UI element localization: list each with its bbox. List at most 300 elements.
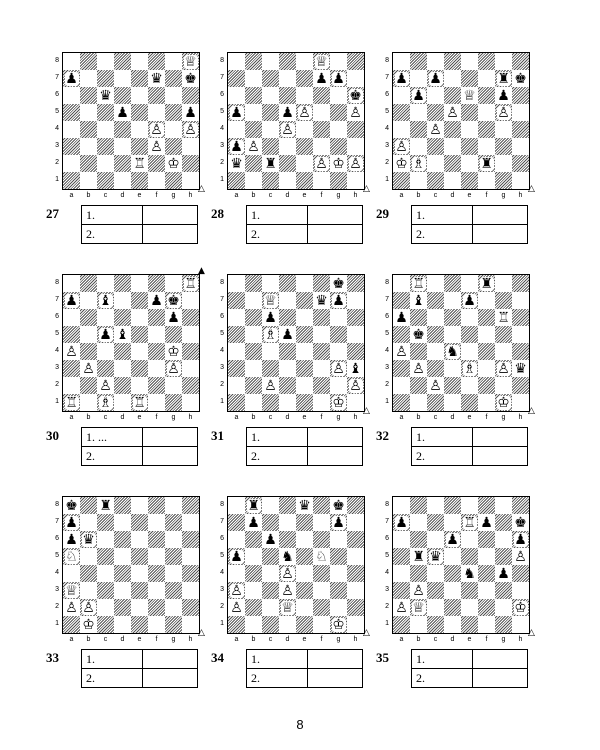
move-cell-1[interactable]: 2. <box>412 225 473 244</box>
square-b6 <box>410 87 427 104</box>
square-d7 <box>114 292 131 309</box>
move-cell-2[interactable] <box>308 669 363 688</box>
square-b8 <box>245 497 262 514</box>
square-e7 <box>131 292 148 309</box>
square-c8 <box>262 53 279 70</box>
square-f4 <box>313 343 330 360</box>
move-cell-1[interactable]: 1. <box>412 428 473 447</box>
black-queen-icon: ♛ <box>298 497 311 514</box>
square-g7 <box>495 70 512 87</box>
rank-label: 3 <box>220 142 224 149</box>
answer-row <box>247 225 363 244</box>
square-b8 <box>80 275 97 292</box>
square-c3 <box>262 138 279 155</box>
square-d3 <box>279 360 296 377</box>
white-pawn-icon: ♙ <box>514 548 527 565</box>
square-e7 <box>131 514 148 531</box>
square-d8 <box>279 497 296 514</box>
rank-label: 5 <box>55 108 59 115</box>
square-b4 <box>410 343 427 360</box>
white-pawn-icon: ♙ <box>429 377 442 394</box>
white-pawn-icon: ♙ <box>349 155 362 172</box>
square-d1 <box>114 394 131 411</box>
square-b8 <box>245 275 262 292</box>
move-cell-2[interactable] <box>473 428 528 447</box>
square-f5 <box>313 326 330 343</box>
square-g7 <box>495 292 512 309</box>
move-cell-2[interactable] <box>308 447 363 466</box>
move-cell-2[interactable] <box>143 206 198 225</box>
square-f1 <box>313 394 330 411</box>
chess-diagram-27 <box>46 46 205 241</box>
square-h4 <box>512 565 529 582</box>
file-label: g <box>171 414 176 421</box>
square-e4 <box>461 565 478 582</box>
rank-label: 5 <box>55 552 59 559</box>
answer-row <box>412 447 528 466</box>
square-e5 <box>461 326 478 343</box>
square-b6 <box>80 87 97 104</box>
square-c7 <box>97 292 114 309</box>
black-king-icon: ♚ <box>65 497 78 514</box>
rank-label: 8 <box>385 57 389 64</box>
black-to-move-icon: ▲ <box>198 266 205 276</box>
square-a7 <box>228 514 245 531</box>
move-cell-1[interactable]: 1. <box>412 206 473 225</box>
square-a1 <box>393 616 410 633</box>
rank-label: 8 <box>385 279 389 286</box>
rank-label: 5 <box>385 552 389 559</box>
move-cell-2[interactable] <box>308 206 363 225</box>
square-g2 <box>165 377 182 394</box>
square-c3 <box>427 582 444 599</box>
rank-label: 4 <box>55 347 59 354</box>
square-c1 <box>427 616 444 633</box>
square-c6 <box>97 87 114 104</box>
square-b3 <box>80 582 97 599</box>
rank-label: 6 <box>385 91 389 98</box>
square-c1 <box>427 394 444 411</box>
file-label: g <box>501 414 506 421</box>
black-pawn-icon: ♟ <box>116 104 129 121</box>
rank-label: 6 <box>55 535 59 542</box>
square-h6 <box>182 309 199 326</box>
move-cell-1[interactable]: 1. ... <box>82 428 143 447</box>
square-a3 <box>228 138 245 155</box>
square-e1 <box>461 172 478 189</box>
square-a8 <box>228 275 245 292</box>
square-a7 <box>228 292 245 309</box>
square-g2 <box>165 599 182 616</box>
move-cell-2[interactable] <box>473 669 528 688</box>
white-to-move-icon: △ <box>363 184 370 194</box>
square-e6 <box>296 531 313 548</box>
square-a3 <box>228 360 245 377</box>
rank-label: 7 <box>220 74 224 81</box>
rank-label: 1 <box>385 620 389 627</box>
square-f7 <box>478 70 495 87</box>
chess-board <box>62 274 200 412</box>
file-label: a <box>69 414 74 421</box>
move-cell-1[interactable]: 1. <box>247 650 308 669</box>
square-e1 <box>131 172 148 189</box>
black-pawn-icon: ♟ <box>167 309 180 326</box>
square-c7 <box>97 514 114 531</box>
black-knight-icon: ♞ <box>446 343 459 360</box>
rank-label: 4 <box>385 569 389 576</box>
square-e4 <box>131 343 148 360</box>
square-h8 <box>512 275 529 292</box>
square-d4 <box>279 343 296 360</box>
rank-label: 6 <box>55 91 59 98</box>
square-h4 <box>347 121 364 138</box>
black-pawn-icon: ♟ <box>395 70 408 87</box>
rank-label: 3 <box>220 586 224 593</box>
file-label: d <box>450 192 455 199</box>
square-c6 <box>262 87 279 104</box>
square-e4 <box>131 121 148 138</box>
white-rook-icon: ♖ <box>497 309 510 326</box>
black-pawn-icon: ♟ <box>65 70 78 87</box>
square-d8 <box>114 53 131 70</box>
white-to-move-icon: △ <box>528 406 535 416</box>
square-c5 <box>97 104 114 121</box>
square-h1 <box>512 394 529 411</box>
rank-label: 8 <box>220 57 224 64</box>
move-cell-2[interactable] <box>473 206 528 225</box>
square-g6 <box>165 87 182 104</box>
square-f2 <box>478 155 495 172</box>
square-f4 <box>478 121 495 138</box>
square-b8 <box>80 53 97 70</box>
move-cell-1[interactable]: 1. <box>247 428 308 447</box>
square-c3 <box>97 360 114 377</box>
black-king-icon: ♚ <box>332 497 345 514</box>
square-e8 <box>461 497 478 514</box>
square-c2 <box>97 377 114 394</box>
square-g5 <box>495 548 512 565</box>
square-b2 <box>245 599 262 616</box>
square-g3 <box>495 582 512 599</box>
answer-table <box>81 205 198 244</box>
square-d6 <box>279 309 296 326</box>
square-g8 <box>330 497 347 514</box>
square-b8 <box>410 497 427 514</box>
white-pawn-icon: ♙ <box>150 121 163 138</box>
file-label: e <box>467 192 472 199</box>
rank-label: 3 <box>385 364 389 371</box>
square-b5 <box>80 104 97 121</box>
square-b5 <box>245 548 262 565</box>
rank-label: 4 <box>220 125 224 132</box>
square-c6 <box>427 531 444 548</box>
black-pawn-icon: ♟ <box>230 138 243 155</box>
square-d2 <box>444 155 461 172</box>
move-cell-1[interactable]: 2. <box>82 447 143 466</box>
square-h2 <box>347 599 364 616</box>
rank-label: 1 <box>385 398 389 405</box>
square-e8 <box>461 53 478 70</box>
file-label: d <box>450 414 455 421</box>
move-cell-2[interactable] <box>143 447 198 466</box>
white-bishop-icon: ♗ <box>463 360 476 377</box>
file-label: f <box>155 636 158 643</box>
square-c3 <box>97 138 114 155</box>
square-d5 <box>114 326 131 343</box>
square-f2 <box>313 377 330 394</box>
square-g3 <box>330 138 347 155</box>
square-d3 <box>444 138 461 155</box>
file-label: f <box>155 414 158 421</box>
square-f1 <box>478 616 495 633</box>
square-b7 <box>80 70 97 87</box>
square-b6 <box>245 309 262 326</box>
square-d3 <box>444 582 461 599</box>
square-e8 <box>131 275 148 292</box>
answer-table <box>411 649 528 688</box>
rank-label: 7 <box>220 296 224 303</box>
square-g6 <box>495 309 512 326</box>
square-d7 <box>279 70 296 87</box>
square-d2 <box>279 599 296 616</box>
square-b6 <box>245 87 262 104</box>
black-pawn-icon: ♟ <box>230 548 243 565</box>
answer-row <box>82 650 198 669</box>
rank-label: 7 <box>385 296 389 303</box>
answer-row <box>412 206 528 225</box>
white-queen-icon: ♕ <box>264 292 277 309</box>
square-c1 <box>97 172 114 189</box>
square-b7 <box>245 292 262 309</box>
square-f7 <box>313 292 330 309</box>
white-pawn-icon: ♙ <box>150 138 163 155</box>
white-pawn-icon: ♙ <box>82 360 95 377</box>
square-h8 <box>512 53 529 70</box>
square-b6 <box>245 531 262 548</box>
file-label: h <box>188 414 193 421</box>
square-g4 <box>330 343 347 360</box>
move-cell-1[interactable]: 1. <box>412 650 473 669</box>
white-pawn-icon: ♙ <box>230 599 243 616</box>
square-d3 <box>279 582 296 599</box>
square-f7 <box>148 70 165 87</box>
square-g5 <box>330 326 347 343</box>
square-a5 <box>63 104 80 121</box>
square-f4 <box>148 121 165 138</box>
move-cell-2[interactable] <box>473 650 528 669</box>
move-cell-1[interactable]: 2. <box>247 225 308 244</box>
black-pawn-icon: ♟ <box>264 531 277 548</box>
move-cell-2[interactable] <box>308 650 363 669</box>
square-c7 <box>262 514 279 531</box>
black-king-icon: ♚ <box>514 514 527 531</box>
white-pawn-icon: ♙ <box>395 138 408 155</box>
square-a1 <box>63 394 80 411</box>
file-label: c <box>103 414 108 421</box>
square-g4 <box>495 565 512 582</box>
square-g2 <box>330 599 347 616</box>
square-e4 <box>296 121 313 138</box>
rank-label: 8 <box>385 501 389 508</box>
move-cell-2[interactable] <box>143 669 198 688</box>
square-h2 <box>512 599 529 616</box>
square-a6 <box>393 309 410 326</box>
square-f3 <box>148 138 165 155</box>
move-cell-2[interactable] <box>143 650 198 669</box>
chess-board <box>227 496 365 634</box>
square-h3 <box>512 360 529 377</box>
square-a2 <box>228 155 245 172</box>
white-pawn-icon: ♙ <box>429 121 442 138</box>
move-cell-2[interactable] <box>473 225 528 244</box>
square-h4 <box>182 343 199 360</box>
square-g7 <box>330 514 347 531</box>
square-b1 <box>410 394 427 411</box>
square-e7 <box>131 70 148 87</box>
file-label: c <box>103 636 108 643</box>
rank-label: 7 <box>55 296 59 303</box>
square-e4 <box>461 343 478 360</box>
black-pawn-icon: ♟ <box>514 531 527 548</box>
square-g7 <box>165 70 182 87</box>
move-cell-1[interactable]: 1. <box>82 206 143 225</box>
rank-label: 2 <box>220 159 224 166</box>
rank-label: 1 <box>55 176 59 183</box>
square-d6 <box>444 309 461 326</box>
diagram-number: 34 <box>211 650 224 665</box>
square-b6 <box>80 309 97 326</box>
black-pawn-icon: ♟ <box>332 70 345 87</box>
square-h1 <box>347 616 364 633</box>
square-e7 <box>296 70 313 87</box>
square-e2 <box>461 377 478 394</box>
square-e8 <box>131 497 148 514</box>
square-a8 <box>393 497 410 514</box>
square-d4 <box>114 121 131 138</box>
square-a5 <box>228 104 245 121</box>
white-king-icon: ♔ <box>395 155 408 172</box>
square-c3 <box>427 138 444 155</box>
square-e8 <box>296 497 313 514</box>
file-label: d <box>120 414 125 421</box>
black-pawn-icon: ♟ <box>65 531 78 548</box>
move-cell-1[interactable]: 2. <box>412 447 473 466</box>
white-king-icon: ♔ <box>167 155 180 172</box>
black-pawn-icon: ♟ <box>412 87 425 104</box>
square-g1 <box>165 394 182 411</box>
square-e4 <box>461 121 478 138</box>
file-label: a <box>69 192 74 199</box>
rank-label: 6 <box>55 313 59 320</box>
move-cell-1[interactable]: 2. <box>247 447 308 466</box>
move-cell-2[interactable] <box>143 225 198 244</box>
square-b3 <box>245 138 262 155</box>
diagram-number: 35 <box>376 650 389 665</box>
square-g8 <box>165 275 182 292</box>
square-a3 <box>393 360 410 377</box>
move-cell-1[interactable]: 2. <box>412 669 473 688</box>
square-h4 <box>347 565 364 582</box>
square-c2 <box>97 155 114 172</box>
move-cell-2[interactable] <box>473 447 528 466</box>
square-d6 <box>444 87 461 104</box>
rank-label: 8 <box>55 501 59 508</box>
square-g3 <box>495 138 512 155</box>
rank-label: 2 <box>220 603 224 610</box>
square-d8 <box>444 497 461 514</box>
square-a1 <box>228 616 245 633</box>
square-g3 <box>165 582 182 599</box>
move-cell-1[interactable]: 1. <box>247 206 308 225</box>
white-pawn-icon: ♙ <box>349 377 362 394</box>
black-king-icon: ♚ <box>184 70 197 87</box>
square-a8 <box>63 497 80 514</box>
file-label: b <box>86 636 91 643</box>
square-a8 <box>228 497 245 514</box>
square-g6 <box>165 309 182 326</box>
square-f5 <box>478 104 495 121</box>
square-c4 <box>97 565 114 582</box>
diagram-number: 27 <box>46 206 59 221</box>
square-f2 <box>148 599 165 616</box>
move-cell-2[interactable] <box>143 428 198 447</box>
square-a8 <box>393 53 410 70</box>
white-pawn-icon: ♙ <box>395 599 408 616</box>
chess-diagram-28 <box>211 46 370 241</box>
square-c8 <box>97 275 114 292</box>
square-f2 <box>313 599 330 616</box>
square-a8 <box>393 275 410 292</box>
square-f7 <box>313 70 330 87</box>
square-g1 <box>330 394 347 411</box>
white-pawn-icon: ♙ <box>281 565 294 582</box>
square-f3 <box>313 360 330 377</box>
rank-label: 2 <box>385 381 389 388</box>
square-c6 <box>427 309 444 326</box>
move-cell-2[interactable] <box>308 428 363 447</box>
white-pawn-icon: ♙ <box>332 360 345 377</box>
square-a5 <box>228 548 245 565</box>
square-b1 <box>245 394 262 411</box>
white-pawn-icon: ♙ <box>247 138 260 155</box>
move-cell-2[interactable] <box>308 225 363 244</box>
square-f6 <box>478 531 495 548</box>
move-cell-1[interactable]: 2. <box>82 669 143 688</box>
move-cell-1[interactable]: 1. <box>82 650 143 669</box>
square-a1 <box>228 394 245 411</box>
square-h3 <box>182 582 199 599</box>
rank-label: 1 <box>220 176 224 183</box>
square-e1 <box>461 394 478 411</box>
white-bishop-icon: ♗ <box>412 155 425 172</box>
square-b7 <box>245 514 262 531</box>
square-f7 <box>478 514 495 531</box>
square-d8 <box>444 275 461 292</box>
square-a3 <box>63 360 80 377</box>
square-c4 <box>262 565 279 582</box>
square-a4 <box>63 343 80 360</box>
file-label: h <box>518 636 523 643</box>
square-c2 <box>97 599 114 616</box>
move-cell-1[interactable]: 2. <box>82 225 143 244</box>
square-e5 <box>296 548 313 565</box>
square-a4 <box>393 121 410 138</box>
square-a7 <box>63 292 80 309</box>
square-e1 <box>296 394 313 411</box>
square-h4 <box>512 121 529 138</box>
square-a8 <box>63 275 80 292</box>
move-cell-1[interactable]: 2. <box>247 669 308 688</box>
